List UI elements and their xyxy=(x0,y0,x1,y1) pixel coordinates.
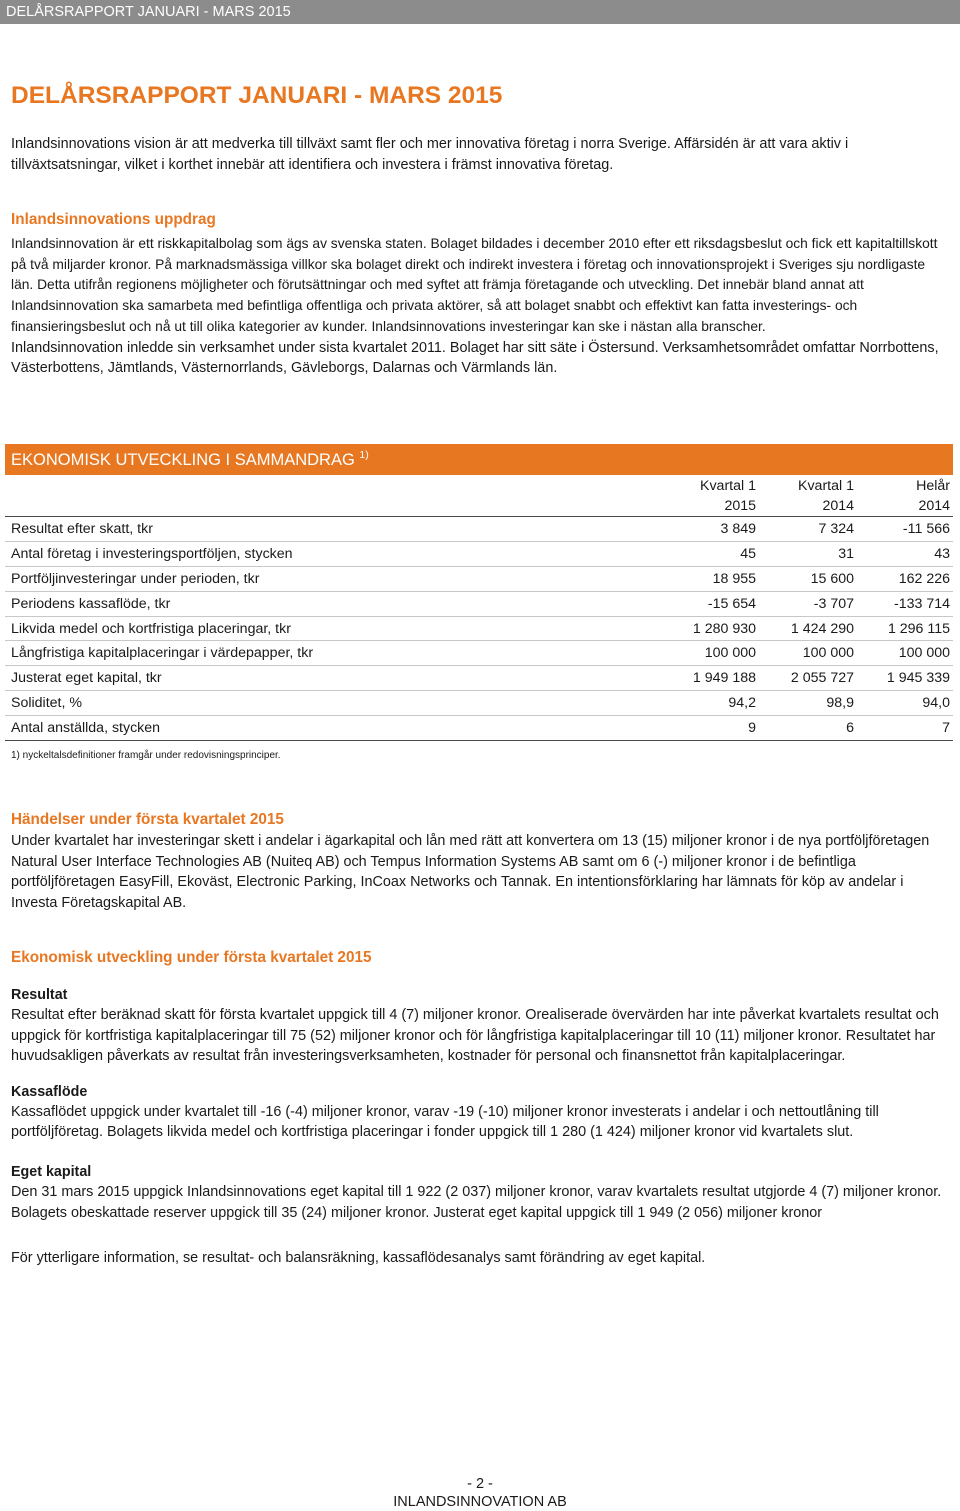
row-label: Portföljinvesteringar under perioden, tkr xyxy=(5,566,665,591)
summary-heading-text: EKONOMISK UTVECKLING I SAMMANDRAG xyxy=(11,451,355,469)
row-label: Justerat eget kapital, tkr xyxy=(5,666,665,691)
running-header: DELÅRSRAPPORT JANUARI - MARS 2015 xyxy=(0,0,960,24)
row-value: -133 714 xyxy=(857,591,953,616)
row-value: 100 000 xyxy=(665,641,759,666)
row-value: 1 424 290 xyxy=(759,616,857,641)
row-value: 100 000 xyxy=(759,641,857,666)
mission-section xyxy=(11,211,951,379)
row-value: 3 849 xyxy=(665,517,759,542)
row-value: 100 000 xyxy=(857,641,953,666)
page-title: DELÅRSRAPPORT JANUARI - MARS 2015 xyxy=(11,82,503,109)
column-header-full-year-2014: Helår 2014 xyxy=(916,478,950,514)
table-row xyxy=(5,566,953,591)
mission-heading: Inlandsinnovations uppdrag xyxy=(11,211,216,228)
events-section xyxy=(11,811,951,913)
row-value: -15 654 xyxy=(665,591,759,616)
cashflow-text: Kassaflödet uppgick under kvartalet till -16 (-4) miljoner kronor, varav -19 (-10) miljoner kronor investerats i andelar i och nettoutlåning till portföljföretag. Bolagets likvida medel och kortfristiga placeringar i fonder uppgick till 1 280 (1 424) miljoner kronor vid kvartalets slut. xyxy=(11,1103,879,1141)
row-value: 162 226 xyxy=(857,566,953,591)
table-row xyxy=(5,591,953,616)
row-value: 18 955 xyxy=(665,566,759,591)
intro-paragraph: Inlandsinnovations vision är att medverka till tillväxt samt fler och mer innovativa företag i norra Sverige. Affärsidén är att vara aktiv i tillväxtsatsningar, vilket i korthet innebär att identifiera och investera i främst innovativa företag. xyxy=(11,136,849,173)
economy-heading: Ekonomisk utveckling under första kvartalet 2015 xyxy=(11,949,372,966)
column-header-q1-2014: Kvartal 1 2014 xyxy=(798,478,854,514)
row-value: 43 xyxy=(857,541,953,566)
row-label: Resultat efter skatt, tkr xyxy=(5,517,665,542)
result-heading: Resultat xyxy=(11,987,68,1003)
table-row xyxy=(5,517,953,542)
row-value: 98,9 xyxy=(759,691,857,716)
page-number: - 2 - xyxy=(467,1476,493,1492)
row-label: Långfristiga kapitalplaceringar i värdepapper, tkr xyxy=(5,641,665,666)
equity-heading: Eget kapital xyxy=(11,1163,92,1180)
intro-section xyxy=(11,134,946,175)
row-value: 1 280 930 xyxy=(665,616,759,641)
row-value: 94,2 xyxy=(665,691,759,716)
summary-heading-bar xyxy=(5,444,953,475)
table-row xyxy=(5,616,953,641)
economy-section xyxy=(11,949,951,1269)
row-label: Soliditet, % xyxy=(5,691,665,716)
column-header-empty xyxy=(5,476,665,517)
row-value: 7 324 xyxy=(759,517,857,542)
row-value: 2 055 727 xyxy=(759,666,857,691)
row-value: -3 707 xyxy=(759,591,857,616)
footer-company: INLANDSINNOVATION AB xyxy=(393,1494,567,1510)
table-row xyxy=(5,541,953,566)
row-value: 9 xyxy=(665,716,759,741)
more-info-text: För ytterligare information, se resultat- och balansräkning, kassaflödesanalys samt förändring av eget kapital. xyxy=(11,1250,706,1267)
equity-text: Den 31 mars 2015 uppgick Inlandsinnovations eget kapital till 1 922 (2 037) miljoner kronor, varav kvartalets resultat utgjorde 4 (7) miljoner kronor. Bolagets obeskattade reserver uppgick till 35 (24) miljoner kronor. Justerat eget kapital uppgick till 1 949 (2 056) miljoner kronor xyxy=(11,1183,942,1221)
row-value: -11 566 xyxy=(857,517,953,542)
mission-text: Inlandsinnovation är ett riskkapitalbolag som ägs av svenska staten. Bolaget bildades i december 2010 efter ett riksdagsbeslut och fick ett kapitaltillskott på två miljarder kronor. På marknadsmässiga villkor ska bolaget direkt och indirekt investera i företag och innovationsprojekt i Sveriges sju nordligaste län. Detta utifrån regionens möjligheter och förutsättningar och med syftet att främja företagande och utveckling. Det innebär bland annat att Inlandsinnovation ska samarbeta med befintliga offentliga och privata aktörer, så att bolaget snabbt och effektivt kan fatta investerings- och finansieringsbeslut och nå ut till olika kategorier av kunder. Inlandsinnovations investeringar kan ske i nästan alla branscher. xyxy=(11,236,938,334)
table-row xyxy=(5,641,953,666)
result-text: Resultat efter beräknad skatt för första kvartalet uppgick till 4 (7) miljoner kronor. Orealiserade övervärden har inte påverkat kvartalets resultat och uppgick för kortfristiga kapitalplaceringar till 75 (52) miljoner kronor och för långfristiga kapitalplaceringar till 10 (11) miljoner kronor. Resultatet har huvudsakligen påverkats av resultat från investeringsverksamheten, kostnader för personal och finansnettot från kapitalplaceringar. xyxy=(11,1007,939,1065)
table-row xyxy=(5,666,953,691)
row-label: Periodens kassaflöde, tkr xyxy=(5,591,665,616)
row-value: 7 xyxy=(857,716,953,741)
row-label: Antal företag i investeringsportföljen, stycken xyxy=(5,541,665,566)
row-value: 1 945 339 xyxy=(857,666,953,691)
cashflow-heading: Kassaflöde xyxy=(11,1083,88,1100)
row-value: 45 xyxy=(665,541,759,566)
column-header-q1-2015: Kvartal 1 2015 xyxy=(700,478,756,514)
row-value: 6 xyxy=(759,716,857,741)
row-value: 94,0 xyxy=(857,691,953,716)
events-text: Under kvartalet har investeringar skett i andelar i ägarkapital och lån med rätt att konvertera om 13 (15) miljoner kronor i de nya portföljföretagen Natural User Interface Technologies AB (Nuiteq AB) och Tempus Information Systems AB samt om 6 (-) miljoner kronor i de befintliga portföljföretagen EasyFill, Ekoväst, Electronic Parking, InCoax Networks och Tannak. En intentionsförklaring har lämnats för köp av andelar i Investa Företagskapital AB. xyxy=(11,833,930,911)
row-value: 15 600 xyxy=(759,566,857,591)
table-row xyxy=(5,691,953,716)
events-heading: Händelser under första kvartalet 2015 xyxy=(11,811,284,828)
row-value: 31 xyxy=(759,541,857,566)
summary-table xyxy=(5,476,953,741)
row-value: 1 296 115 xyxy=(857,616,953,641)
summary-heading-footnote-mark: 1) xyxy=(359,449,369,461)
row-label: Antal anställda, stycken xyxy=(5,716,665,741)
summary-heading xyxy=(11,451,369,470)
table-row xyxy=(5,716,953,741)
row-label: Likvida medel och kortfristiga placeringar, tkr xyxy=(5,616,665,641)
row-value: 1 949 188 xyxy=(665,666,759,691)
mission-text-2: Inlandsinnovation inledde sin verksamhet under sista kvartalet 2011. Bolaget har sitt säte i Östersund. Verksamhetsområdet omfattar Norrbottens, Västerbottens, Jämtlands, Västernorrlands, Gävleborgs, Dalarnas och Värmlands län. xyxy=(11,339,939,377)
summary-footnote: 1) nyckeltalsdefinitioner framgår under redovisningsprinciper. xyxy=(11,750,281,761)
